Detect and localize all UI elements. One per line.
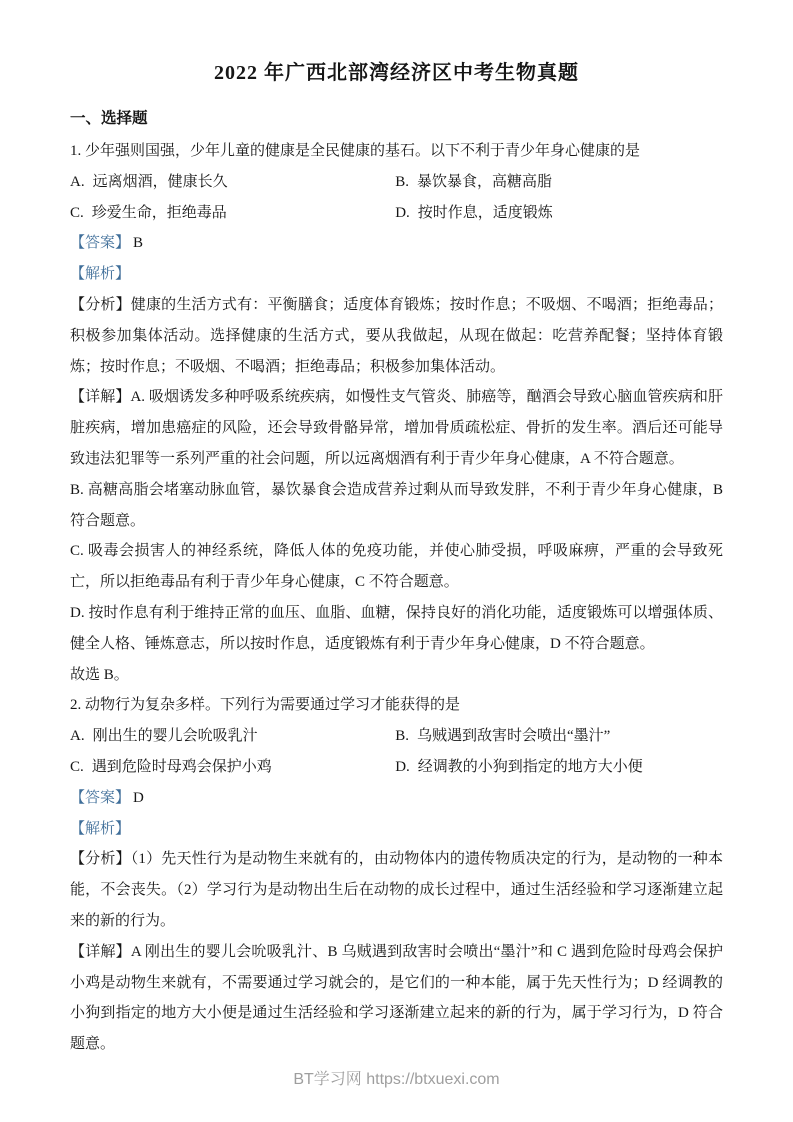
question-stem: 2. 动物行为复杂多样。下列行为需要通过学习才能获得的是 <box>70 697 461 714</box>
option-label: B. <box>395 728 409 745</box>
detail-paragraph-c: C. 吸毒会损害人的神经系统，降低人体的免疫功能，并使心肺受损，呼吸麻痹，严重的会导致死亡，所以拒绝毒品有利于青少年身心健康，C 不符合题意。 <box>70 543 723 591</box>
option-text: 乌贼遇到敌害时会喷出“墨汁” <box>416 728 611 745</box>
option-text: 珍爱生命，拒绝毒品 <box>91 204 227 221</box>
option-text: 远离烟酒，健康长久 <box>92 173 228 190</box>
option-label: B. <box>395 173 409 190</box>
analysis-label: 【解析】 <box>70 266 131 283</box>
option-label: C. <box>70 758 84 775</box>
options-row <box>70 167 723 198</box>
option-text: 遇到危险时母鸡会保护小鸡 <box>91 758 272 775</box>
detail-paragraph-d: D. 按时作息有利于维持正常的血压、血脂、血糖，保持良好的消化功能，适度锻炼可以增强体质、健全人格、锤炼意志，所以按时作息，适度锻炼有利于青少年身心健康，D 不符合题意。 <box>70 604 723 652</box>
option-label: D. <box>395 204 410 221</box>
option-a <box>70 167 395 198</box>
option-c <box>70 752 395 783</box>
footer-watermark: BT学习网 https://btxuexi.com <box>293 1071 500 1088</box>
detail-paragraph-a: 【详解】A. 吸烟诱发多种呼吸系统疾病，如慢性支气管炎、肺癌等，酗酒会导致心脑血管疾病和肝脏疾病，增加患癌症的风险，还会导致骨骼异常，增加骨质疏松症、骨折的发生率。酒后还可能导致违法犯罪等一系列严重的社会问题，所以远离烟酒有利于青少年身心健康，A 不符合题意。 <box>70 389 723 467</box>
option-a <box>70 721 395 752</box>
section-heading-multiple-choice: 一、选择题 <box>70 110 148 127</box>
answer-label: 【答案】 <box>70 789 131 806</box>
analysis-label: 【解析】 <box>70 820 131 837</box>
analysis-paragraph: 【分析】健康的生活方式有：平衡膳食；适度体育锻炼；按时作息；不吸烟、不喝酒；拒绝毒品；积极参加集体活动。选择健康的生活方式，要从我做起，从现在做起：吃营养配餐；坚持体育锻炼；按时作息；不吸烟、不喝酒；拒绝毒品；积极参加集体活动。 <box>70 296 723 375</box>
option-label: A. <box>70 173 85 190</box>
option-text: 刚出生的婴儿会吮吸乳汁 <box>92 728 258 745</box>
answer-line <box>70 783 723 814</box>
option-label: C. <box>70 204 84 221</box>
detail-paragraph-b: B. 高糖高脂会堵塞动脉血管，暴饮暴食会造成营养过剩从而导致发胖，不利于青少年身心健康，B 符合题意。 <box>70 481 723 529</box>
document-title: 2022 年广西北部湾经济区中考生物真题 <box>214 62 579 84</box>
option-b <box>395 721 723 752</box>
option-b <box>395 167 723 198</box>
options-row <box>70 198 723 229</box>
option-d <box>395 752 723 783</box>
option-text: 暴饮暴食，高糖高脂 <box>416 173 552 190</box>
option-label: A. <box>70 728 85 745</box>
options-row <box>70 721 723 752</box>
answer-value: D <box>133 789 144 806</box>
question-stem: 1. 少年强则国强，少年儿童的健康是全民健康的基石。以下不利于青少年身心健康的是 <box>70 143 641 159</box>
answer-label: 【答案】 <box>70 235 131 252</box>
answer-line <box>70 228 723 259</box>
analysis-label-line <box>70 814 723 845</box>
question-block-1 <box>70 136 723 690</box>
answer-value: B <box>133 235 144 252</box>
option-label: D. <box>395 758 410 775</box>
detail-paragraph: 【详解】A 刚出生的婴儿会吮吸乳汁、B 乌贼遇到敌害时会喷出“墨汁”和 C 遇到危险时母鸡会保护小鸡是动物生来就有，不需要通过学习就会的，是它们的一种本能，属于先天性行为；D 经调教的小狗到指定的地方大小便是通过生活经验和学习逐渐建立起来的新的行为，属于学习行为，D 符合题意。 <box>70 943 723 1053</box>
options-row <box>70 752 723 783</box>
analysis-label-line <box>70 259 723 290</box>
option-text: 按时作息，适度锻炼 <box>417 204 553 221</box>
option-c <box>70 198 395 229</box>
analysis-paragraph: 【分析】（1）先天性行为是动物生来就有的，由动物体内的遗传物质决定的行为，是动物的一种本能，不会丧失。（2）学习行为是动物出生后在动物的成长过程中，通过生活经验和学习逐渐建立起来的新的行为。 <box>70 851 723 929</box>
question-block-2 <box>70 690 723 1060</box>
conclusion-line: 故选 B。 <box>70 666 129 683</box>
option-text: 经调教的小狗到指定的地方大小便 <box>417 758 643 775</box>
option-d <box>395 198 723 229</box>
